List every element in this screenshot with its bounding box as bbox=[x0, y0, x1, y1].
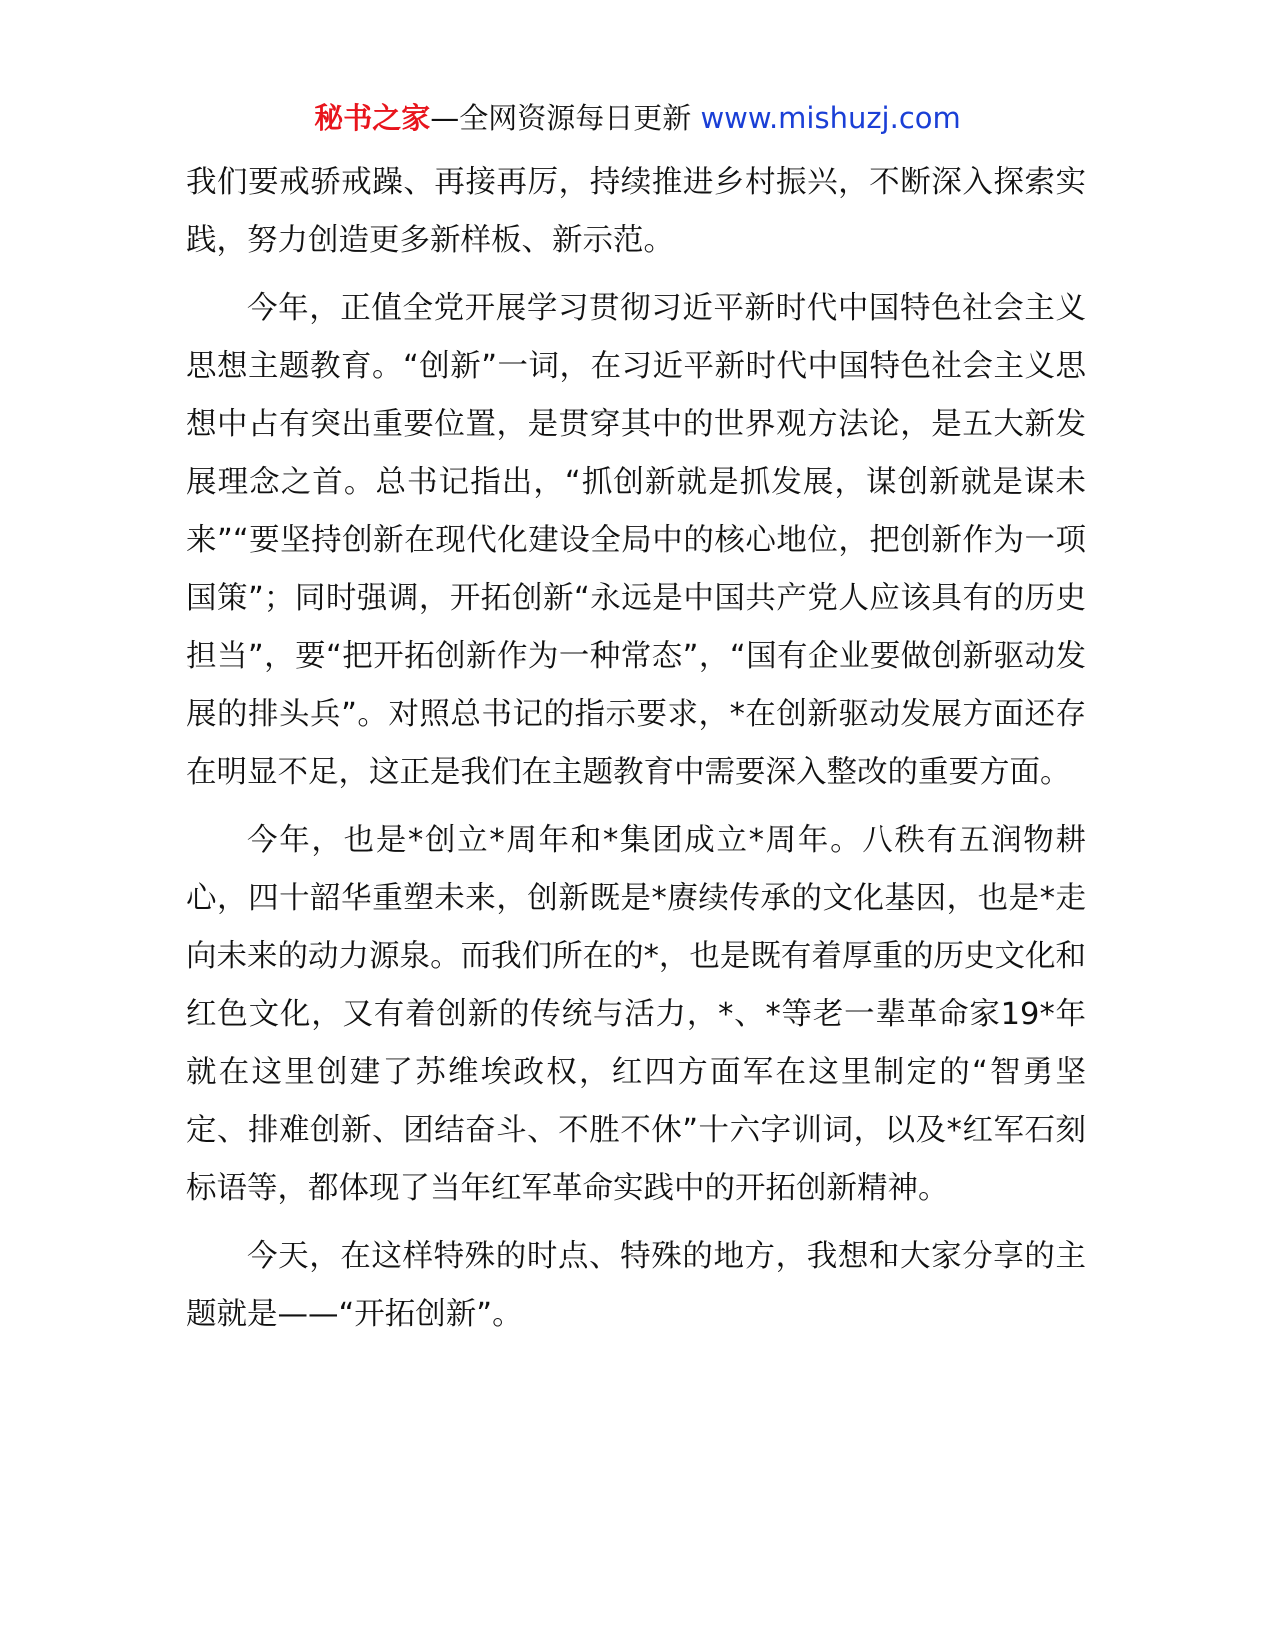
paragraph-anniversary: 今年，也是*创立*周年和*集团成立*周年。八秩有五润物耕心，四十韶华重塑未来，创新既是*赓续传承的文化基因，也是*走向未来的动力源泉。而我们所在的*，也是既有着厚重的历史文化和红色文化，又有着创新的传统与活力，*、*等老一辈革命家19*年就在这里创建了苏维埃政权，红四方面军在这里制定的“智勇坚定、排难创新、团结奋斗、不胜不休”十六字训词，以及*红军石刻标语等，都体现了当年红军革命实践中的开拓创新精神。 bbox=[186, 823, 1086, 1206]
page-header bbox=[0, 98, 1275, 138]
paragraph-topic-intro: 今天，在这样特殊的时点、特殊的地方，我想和大家分享的主题就是——“开拓创新”。 bbox=[186, 1239, 1086, 1332]
document-body bbox=[186, 154, 1086, 1354]
paragraph-continuation: 我们要戒骄戒躁、再接再厉，持续推进乡村振兴，不断深入探索实践，努力创造更多新样板、新示范。 bbox=[186, 165, 1086, 258]
header-tagline: —全网资源每日更新 bbox=[430, 101, 692, 135]
brand-name: 秘书之家 bbox=[314, 101, 431, 135]
site-url-link[interactable]: www.mishuzj.com bbox=[700, 101, 961, 135]
paragraph-innovation-theme: 今年，正值全党开展学习贯彻习近平新时代中国特色社会主义思想主题教育。“创新”一词，在习近平新时代中国特色社会主义思想中占有突出重要位置，是贯穿其中的世界观方法论，是五大新发展理念之首。总书记指出，“抓创新就是抓发展，谋创新就是谋未来”“要坚持创新在现代化建设全局中的核心地位，把创新作为一项国策”；同时强调，开拓创新“永远是中国共产党人应该具有的历史担当”，要“把开拓创新作为一种常态”，“国有企业要做创新驱动发展的排头兵”。对照总书记的指示要求，*在创新驱动发展方面还存在明显不足，这正是我们在主题教育中需要深入整改的重要方面。 bbox=[186, 291, 1086, 790]
